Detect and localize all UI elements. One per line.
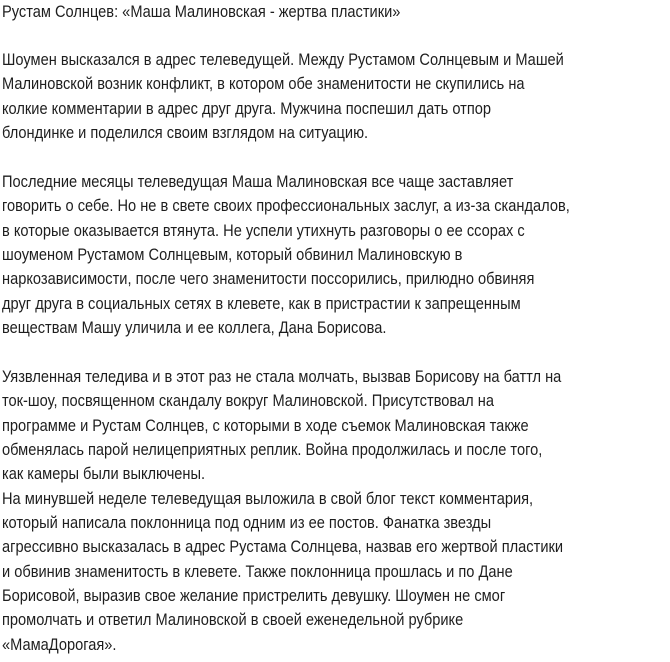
text-line: блондинке и поделился своим взглядом на ситуацию. [2,123,369,142]
text-line: в которые оказывается втянута. Не успели утихнуть разговоры о ее ссорах с [2,221,525,240]
text-line: Шоумен высказался в адрес телеведущей. Между Рустамом Солнцевым и Машей [2,50,564,69]
text-line: как камеры были выключены. [2,464,206,483]
text-line: шоуменом Рустамом Солнцевым, который обвинил Малиновскую в [2,245,463,264]
text-line: Малиновской возник конфликт, в котором обе знаменитости не скупились на [2,74,525,93]
text-line: На минувшей неделе телеведущая выложила в свой блог текст комментария, [2,489,534,508]
text-line: Последние месяцы телеведущая Маша Малиновская все чаще заставляет [2,172,514,191]
text-line: который написала поклонница под одним из ее постов. Фанатка звезды [2,513,492,532]
text-line: обменялась парой нелицеприятных реплик. Война продолжилась и после того, [2,440,543,459]
text-line: наркозависимости, после чего знаменитости поссорились, прилюдно обвиняя [2,269,535,288]
text-line: Борисовой, выразив свое желание пристрелить девушку. Шоумен не смог [2,586,506,605]
text-line: промолчать и ответил Малиновской в своей еженедельной рубрике [2,610,464,629]
text-line: агрессивно высказалась в адрес Рустама Солнцева, назвав его жертвой пластики [2,537,564,556]
text-line: колкие комментарии в адрес друг друга. Мужчина поспешил дать отпор [2,99,492,118]
text-line: Уязвленная теледива и в этот раз не стала молчать, вызвав Борисову на баттл на [2,367,562,386]
text-line: друг друга в социальных сетях в клевете, как в пристрастии к запрещенным [2,294,521,313]
text-line: «МамаДорогая». [2,635,117,654]
text-line: говорить о себе. Но не в свете своих профессиональных заслуг, а из-за скандалов, [2,196,570,215]
article-title: Рустам Солнцев: «Маша Малиновская - жертва пластики» [2,2,401,21]
text-line: и обвинив знаменитость в клевете. Также поклонница прошлась и по Дане [2,562,513,581]
text-line: программе и Рустам Солнцев, с которыми в ходе съемок Малиновская также [2,416,529,435]
text-line: веществам Машу уличила и ее коллега, Дана Борисова. [2,318,387,337]
text-line: ток-шоу, посвященном скандалу вокруг Малиновской. Присутствовал на [2,391,494,410]
